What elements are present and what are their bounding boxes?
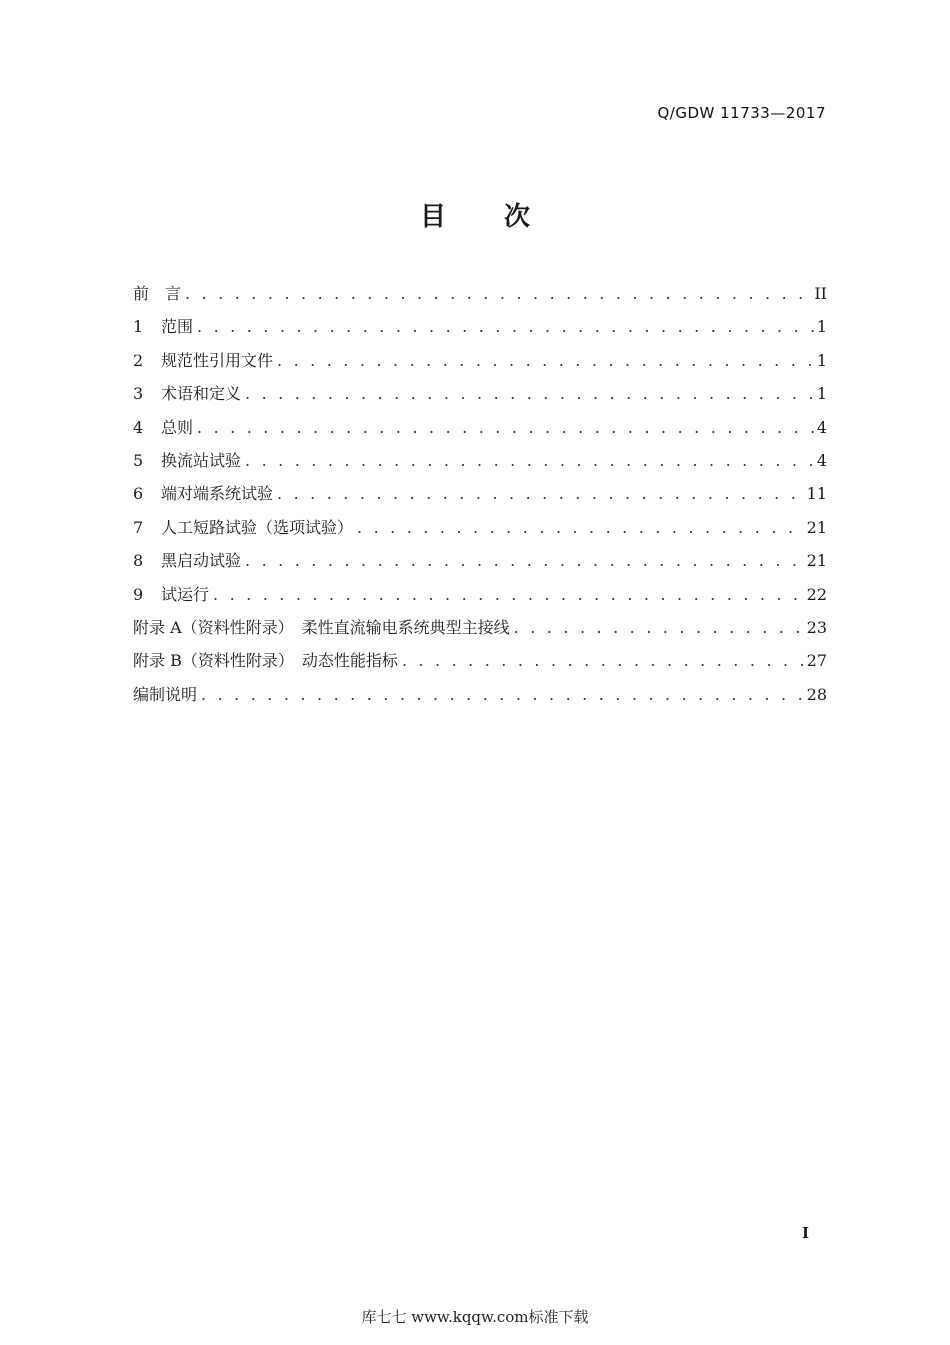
toc-entry-page: 22: [806, 584, 827, 604]
toc-entry-3[interactable]: [133, 382, 827, 415]
toc-leader-dots: [245, 549, 805, 573]
toc-entry-page: II: [814, 284, 827, 303]
toc-entry-2[interactable]: [133, 349, 827, 382]
toc-entry-title: 规范性引用文件: [161, 350, 274, 370]
toc-entry-1[interactable]: [133, 315, 827, 348]
toc-entry-4[interactable]: [133, 416, 827, 449]
toc-entry-8[interactable]: [133, 549, 827, 582]
toc-entry-title: 黑启动试验: [161, 551, 242, 571]
title-char-1: 目: [419, 202, 446, 232]
toc-leader-dots: [277, 482, 805, 506]
toc-entry-number: 9: [133, 584, 144, 604]
toc-entry-page: 1: [816, 350, 827, 370]
toc-entry-page: 21: [806, 551, 827, 571]
toc-entry-title: 试运行: [161, 584, 210, 604]
document-code: Q/GDW 11733—2017: [657, 104, 826, 122]
page-number: I: [801, 1224, 809, 1242]
toc-entry-page: 4: [816, 417, 827, 437]
toc-leader-dots: [245, 382, 815, 406]
toc-leader-dots: [201, 683, 805, 707]
toc-leader-dots: [185, 282, 812, 306]
toc-leader-dots: [514, 616, 805, 640]
toc-entry-foreword[interactable]: [133, 282, 827, 315]
toc-entry-page: 4: [816, 450, 827, 470]
toc-leader-dots: [277, 349, 815, 373]
toc-entry-appendix-a[interactable]: [133, 616, 827, 649]
toc-entry-number: 3: [133, 384, 144, 404]
toc-entry-5[interactable]: [133, 449, 827, 482]
toc-entry-page: 11: [806, 484, 827, 504]
toc-entry-title: 范围: [161, 317, 194, 337]
toc-entry-number: 2: [133, 350, 144, 370]
toc-entry-page: 23: [806, 617, 827, 637]
toc-entry-6[interactable]: [133, 482, 827, 515]
title-char-2: 次: [504, 202, 531, 232]
toc-entry-appendix-b[interactable]: [133, 649, 827, 682]
toc-leader-dots: [213, 583, 805, 607]
toc-leader-dots: [357, 516, 805, 540]
table-of-contents: [133, 282, 827, 716]
toc-entry-title: 端对端系统试验: [161, 484, 274, 504]
toc-entry-title: 总则: [161, 417, 194, 437]
toc-entry-number: 7: [133, 517, 144, 537]
toc-entry-number: 8: [133, 551, 144, 571]
toc-entry-title: 附录 B（资料性附录） 动态性能指标: [133, 651, 398, 671]
toc-entry-page: 27: [806, 651, 827, 671]
toc-entry-title: 编制说明: [133, 684, 198, 704]
toc-entry-title: 前 言: [133, 284, 182, 303]
toc-entry-number: 6: [133, 484, 144, 504]
toc-entry-page: 1: [816, 317, 827, 337]
toc-entry-explanation[interactable]: [133, 683, 827, 716]
toc-entry-page: 1: [816, 384, 827, 404]
toc-entry-number: 4: [133, 417, 144, 437]
toc-entry-title: 附录 A（资料性附录） 柔性直流输电系统典型主接线: [133, 617, 510, 637]
toc-entry-title: 人工短路试验（选项试验）: [161, 517, 354, 537]
toc-entry-number: 5: [133, 450, 144, 470]
toc-entry-title: 术语和定义: [161, 384, 242, 404]
toc-entry-page: 28: [806, 684, 827, 704]
toc-entry-title: 换流站试验: [161, 450, 242, 470]
toc-entry-9[interactable]: [133, 583, 827, 616]
toc-entry-7[interactable]: [133, 516, 827, 549]
page-title: [0, 196, 950, 233]
toc-entry-number: 1: [133, 317, 144, 337]
toc-leader-dots: [197, 416, 815, 440]
toc-leader-dots: [245, 449, 815, 473]
toc-leader-dots: [402, 649, 805, 673]
toc-leader-dots: [197, 315, 815, 339]
toc-entry-page: 21: [806, 517, 827, 537]
footer-watermark: 库七七 www.kqqw.com标准下载: [361, 1308, 589, 1326]
